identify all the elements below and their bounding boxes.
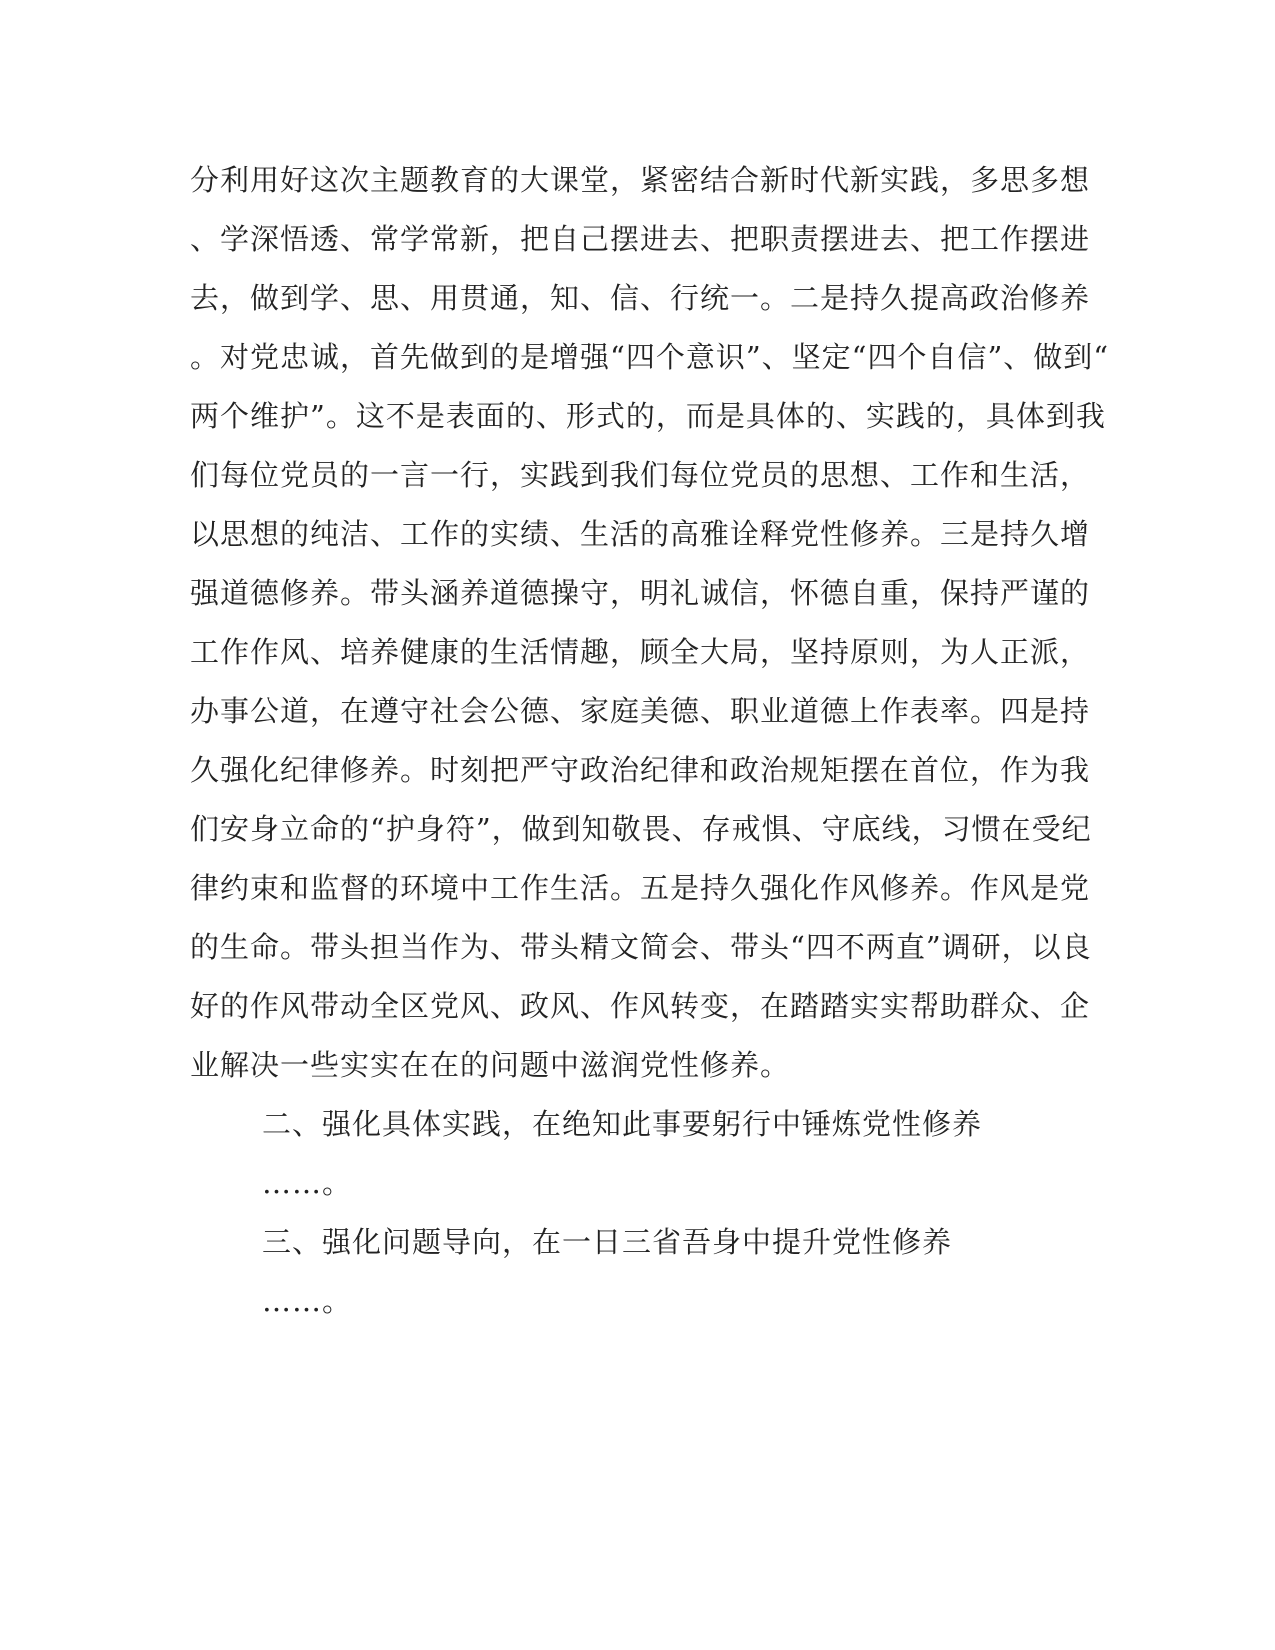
paragraph-line: 分利用好这次主题教育的大课堂，紧密结合新时代新实践，多思多想 [190, 163, 1091, 197]
paragraph-line: 久强化纪律修养。时刻把严守政治纪律和政治规矩摆在首位，作为我 [190, 753, 1091, 787]
section-heading-3: 三、强化问题导向，在一日三省吾身中提升党性修养 [262, 1225, 953, 1259]
paragraph-line: 们安身立命的“护身符”，做到知敬畏、存戒惧、守底线，习惯在受纪 [190, 812, 1092, 846]
paragraph-line: 们每位党员的一言一行，实践到我们每位党员的思想、工作和生活， [190, 458, 1091, 492]
paragraph-line: 的生命。带头担当作为、带头精文简会、带头“四不两直”调研，以良 [190, 930, 1092, 964]
paragraph-line: 好的作风带动全区党风、政风、作风转变，在踏踏实实帮助群众、企 [190, 989, 1091, 1023]
section-ellipsis-3: ……。 [262, 1284, 353, 1318]
paragraph-line: 以思想的纯洁、工作的实绩、生活的高雅诠释党性修养。三是持久增 [190, 517, 1091, 551]
section-heading-2: 二、强化具体实践，在绝知此事要躬行中锤炼党性修养 [262, 1107, 983, 1141]
paragraph-line: 强道德修养。带头涵养道德操守，明礼诚信，怀德自重，保持严谨的 [190, 576, 1091, 610]
paragraph-line: 办事公道，在遵守社会公德、家庭美德、职业道德上作表率。四是持 [190, 694, 1091, 728]
paragraph-line: 两个维护”。这不是表面的、形式的，而是具体的、实践的，具体到我 [190, 399, 1106, 433]
paragraph-line: 业解决一些实实在在的问题中滋润党性修养。 [190, 1048, 791, 1082]
paragraph-line: 工作作风、培养健康的生活情趣，顾全大局，坚持原则，为人正派， [190, 635, 1091, 669]
paragraph-line: 律约束和监督的环境中工作生活。五是持久强化作风修养。作风是党 [190, 871, 1091, 905]
section-ellipsis-2: ……。 [262, 1166, 353, 1200]
paragraph-line: 去，做到学、思、用贯通，知、信、行统一。二是持久提高政治修养 [190, 281, 1091, 315]
paragraph-line: 。对党忠诚，首先做到的是增强“四个意识”、坚定“四个自信”、做到“ [190, 340, 1110, 374]
paragraph-line: 、学深悟透、常学常新，把自己摆进去、把职责摆进去、把工作摆进 [190, 222, 1091, 256]
